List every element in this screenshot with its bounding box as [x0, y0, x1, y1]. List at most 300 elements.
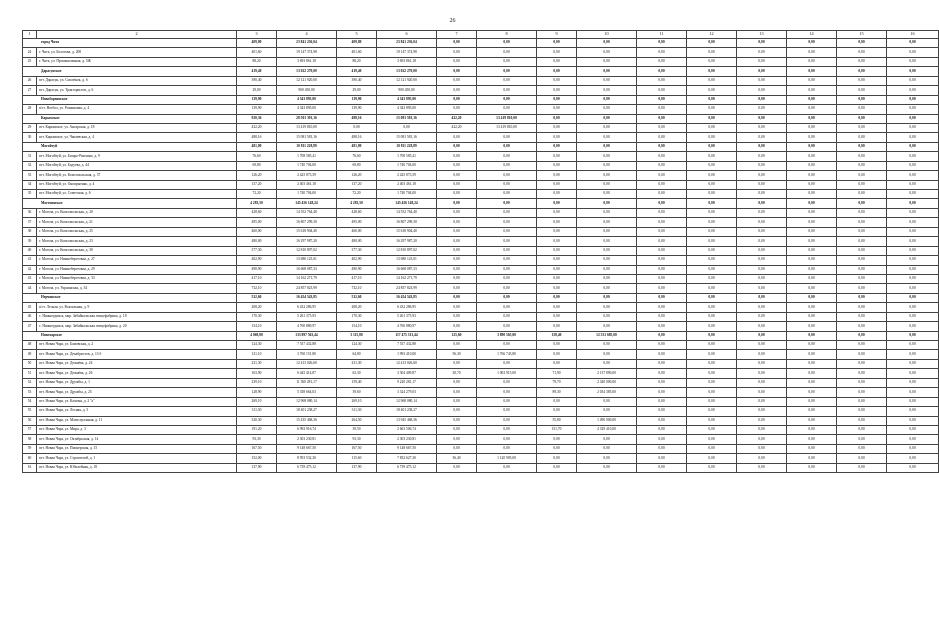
value-cell: 0,00 [687, 407, 737, 416]
value-cell: 419,40 [337, 67, 377, 76]
value-cell: 0,00 [737, 123, 787, 132]
value-cell: 0,00 [637, 133, 687, 142]
value-cell: 9 220 281,17 [377, 378, 437, 387]
table-row [23, 237, 939, 246]
value-cell: 0,00 [737, 76, 787, 85]
value-cell: 170,30 [337, 312, 377, 321]
table-row [23, 454, 939, 463]
value-cell: 0,00 [737, 293, 787, 302]
value-cell: 0,00 [437, 142, 477, 151]
value-cell: 0,00 [577, 171, 637, 180]
value-cell: 0,00 [687, 39, 737, 48]
value-cell: 24 857 823,99 [377, 284, 437, 293]
value-cell: 0,00 [787, 161, 837, 170]
value-cell: 16 454 543,85 [277, 293, 337, 302]
value-cell: 402,90 [237, 256, 277, 265]
address-cell: пгт. Новая Чара, ул. Пионерская, д. 15 [37, 444, 237, 453]
value-cell: 0,00 [837, 105, 887, 114]
value-cell: 0,00 [577, 180, 637, 189]
value-cell: 79,70 [537, 378, 577, 387]
value-cell: 13 680 123,01 [377, 256, 437, 265]
value-cell: 0,00 [437, 416, 477, 425]
value-cell: 0,00 [437, 39, 477, 48]
value-cell: 19 147 374,98 [377, 48, 437, 57]
value-cell: 13 022 270,00 [277, 67, 337, 76]
value-cell: 0,00 [477, 48, 537, 57]
value-cell: 0,00 [477, 57, 537, 66]
group-name: Карымское [23, 114, 237, 123]
value-cell: 0,00 [637, 274, 687, 283]
value-cell: 76,60 [337, 152, 377, 161]
value-cell: 0,00 [637, 435, 687, 444]
value-cell: 0,00 [637, 284, 687, 293]
column-number: 7 [437, 31, 477, 39]
value-cell: 0,00 [537, 218, 577, 227]
value-cell: 900 450,00 [277, 86, 337, 95]
table-row [23, 208, 939, 217]
value-cell: 311,30 [337, 407, 377, 416]
value-cell: 11 560 281,17 [277, 378, 337, 387]
table-row [23, 378, 939, 387]
value-cell: 0,00 [537, 454, 577, 463]
value-cell: 460,00 [337, 227, 377, 236]
column-number: 11 [637, 31, 687, 39]
value-cell: 0,00 [377, 123, 437, 132]
value-cell: 0,00 [437, 190, 477, 199]
value-cell: 0,00 [687, 341, 737, 350]
value-cell: 158,40 [537, 331, 577, 340]
value-cell: 0,00 [637, 208, 687, 217]
row-number: 50 [23, 359, 37, 368]
value-cell: 0,00 [477, 237, 537, 246]
value-cell: 126,20 [337, 171, 377, 180]
value-cell: 89,30 [537, 388, 577, 397]
value-cell: 137,20 [237, 180, 277, 189]
address-cell: п/ст. Ногбол, ул. Рошиновая, д. 4 [37, 105, 237, 114]
value-cell: 3 890 565,00 [477, 331, 537, 340]
table-row [23, 303, 939, 312]
value-cell: 0,00 [477, 322, 537, 331]
value-cell: 0,00 [837, 265, 887, 274]
value-cell: 2 303 230,81 [377, 435, 437, 444]
address-cell: г. Могоча, ул. Комсомольская, д. 30 [37, 246, 237, 255]
value-cell: 409,80 [237, 39, 277, 48]
table-row [23, 48, 939, 57]
value-cell: 231,30 [237, 359, 277, 368]
table-row [23, 425, 939, 434]
value-cell: 36,40 [437, 454, 477, 463]
value-cell: 0,00 [577, 208, 637, 217]
value-cell: 2 034 385,00 [577, 388, 637, 397]
table-row [23, 435, 939, 444]
value-cell: 0,00 [787, 57, 837, 66]
column-number: 14 [787, 31, 837, 39]
value-cell: 0,00 [577, 246, 637, 255]
value-cell: 13 419 810,00 [277, 123, 337, 132]
value-cell: 0,00 [477, 293, 537, 302]
value-cell: 10 811 228,89 [277, 142, 337, 151]
address-cell: пгт. Дарасун, ул. Трактористов, д. 6 [37, 86, 237, 95]
value-cell: 0,00 [577, 359, 637, 368]
value-cell: 0,00 [737, 114, 787, 123]
value-cell: 0,00 [887, 265, 939, 274]
value-cell: 139,90 [237, 105, 277, 114]
value-cell: 0,00 [477, 190, 537, 199]
value-cell: 0,00 [437, 246, 477, 255]
address-cell: пгт. Могойтуй, ул. Бадуева, д. 44 [37, 161, 237, 170]
value-cell: 0,00 [737, 180, 787, 189]
value-cell: 0,00 [837, 322, 887, 331]
value-cell: 377,30 [337, 246, 377, 255]
value-cell: 1 490 000,00 [577, 416, 637, 425]
value-cell: 0,00 [337, 123, 377, 132]
value-cell: 0,00 [477, 142, 537, 151]
value-cell: 0,00 [737, 190, 787, 199]
value-cell: 409,80 [337, 39, 377, 48]
value-cell: 0,00 [637, 57, 687, 66]
value-cell: 0,00 [787, 76, 837, 85]
table-row [23, 341, 939, 350]
value-cell: 0,00 [837, 190, 887, 199]
value-cell: 0,00 [837, 416, 887, 425]
value-cell: 88,20 [337, 57, 377, 66]
value-cell: 4 283,50 [337, 199, 377, 208]
value-cell: 0,00 [477, 152, 537, 161]
address-cell: г. Могоча, ул. Нижнебереговая, д. 27 [37, 256, 237, 265]
value-cell: 269,10 [337, 397, 377, 406]
value-cell: 532,60 [337, 293, 377, 302]
value-cell: 117 475 313,44 [377, 331, 437, 340]
value-cell: 0,00 [477, 161, 537, 170]
value-cell: 0,00 [577, 48, 637, 57]
value-cell: 6 739 475,12 [277, 463, 337, 472]
value-cell: 0,00 [637, 303, 687, 312]
value-cell: 0,00 [537, 142, 577, 151]
row-number: 60 [23, 454, 37, 463]
value-cell: 0,00 [687, 227, 737, 236]
value-cell: 422,20 [437, 114, 477, 123]
value-cell: 0,00 [537, 105, 577, 114]
value-cell: 0,00 [887, 105, 939, 114]
value-cell: 133 897 563,44 [277, 331, 337, 340]
value-cell: 1 993 410,00 [377, 350, 437, 359]
value-cell: 1 120 905,00 [477, 454, 537, 463]
value-cell: 0,00 [737, 199, 787, 208]
value-cell: 0,00 [537, 95, 577, 104]
address-cell: пгт. Могойтуй, ул. Советская, д. 6 [37, 190, 237, 199]
value-cell: 490,90 [337, 265, 377, 274]
value-cell: 0,00 [437, 463, 477, 472]
value-cell: 0,00 [787, 190, 837, 199]
value-cell: 0,00 [687, 171, 737, 180]
value-cell: 2 303 230,81 [277, 435, 337, 444]
value-cell: 0,00 [537, 199, 577, 208]
value-cell: 0,00 [537, 463, 577, 472]
table-row [23, 57, 939, 66]
value-cell: 0,00 [577, 218, 637, 227]
value-cell: 191,20 [237, 425, 277, 434]
value-cell: 0,00 [837, 237, 887, 246]
value-cell: 0,00 [887, 397, 939, 406]
value-cell: 0,00 [737, 369, 787, 378]
value-cell: 0,00 [737, 218, 787, 227]
value-cell: 0,00 [787, 350, 837, 359]
value-cell: 0,00 [437, 208, 477, 217]
row-number: 61 [23, 463, 37, 472]
value-cell: 0,00 [887, 463, 939, 472]
value-cell: 0,00 [887, 369, 939, 378]
value-cell: 0,00 [687, 161, 737, 170]
value-cell: 14 552 764,40 [377, 208, 437, 217]
value-cell: 0,00 [477, 133, 537, 142]
value-cell: 0,00 [837, 208, 887, 217]
value-cell: 0,00 [687, 57, 737, 66]
value-cell: 0,00 [687, 312, 737, 321]
value-cell: 0,00 [437, 237, 477, 246]
value-cell: 0,00 [737, 463, 787, 472]
column-number: 4 [277, 31, 337, 39]
row-number: 53 [23, 388, 37, 397]
value-cell: 0,00 [437, 322, 477, 331]
value-cell: 12 121 920,00 [377, 76, 437, 85]
value-cell: 0,00 [787, 463, 837, 472]
value-cell: 0,00 [437, 76, 477, 85]
value-cell: 269,10 [237, 397, 277, 406]
value-cell: 0,00 [477, 95, 537, 104]
value-cell: 0,00 [577, 322, 637, 331]
value-cell: 0,00 [637, 293, 687, 302]
value-cell: 0,00 [787, 274, 837, 283]
value-cell: 0,00 [537, 48, 577, 57]
value-cell: 29,00 [237, 86, 277, 95]
value-cell: 0,00 [577, 86, 637, 95]
value-cell: 9 148 667,50 [277, 444, 337, 453]
value-cell: 311,30 [237, 407, 277, 416]
value-cell: 0,00 [637, 142, 687, 151]
value-cell: 10 811 228,89 [377, 142, 437, 151]
value-cell: 12 968 080,14 [277, 397, 337, 406]
value-cell: 0,00 [787, 105, 837, 114]
row-number: 59 [23, 444, 37, 453]
value-cell: 3 693 861,18 [277, 57, 337, 66]
value-cell: 0,00 [787, 237, 837, 246]
value-cell: 0,00 [577, 67, 637, 76]
row-number: 38 [23, 227, 37, 236]
value-cell: 0,00 [837, 218, 887, 227]
column-number: 8 [477, 31, 537, 39]
value-cell: 6 432 286,95 [377, 303, 437, 312]
value-cell: 0,00 [687, 246, 737, 255]
value-cell: 0,00 [537, 67, 577, 76]
row-number: 27 [23, 86, 37, 95]
value-cell: 0,00 [837, 284, 887, 293]
value-cell: 0,00 [537, 237, 577, 246]
row-number: 41 [23, 256, 37, 265]
table-row [23, 322, 939, 331]
row-number: 36 [23, 208, 37, 217]
value-cell: 0,00 [477, 199, 537, 208]
value-cell: 0,00 [837, 57, 887, 66]
value-cell: 167,50 [337, 444, 377, 453]
row-number: 35 [23, 190, 37, 199]
value-cell: 12 531 685,00 [577, 331, 637, 340]
value-cell: 125,60 [437, 331, 477, 340]
value-cell: 0,00 [637, 152, 687, 161]
row-number: 55 [23, 407, 37, 416]
group-row [23, 95, 939, 104]
value-cell: 69,80 [237, 161, 277, 170]
table-row [23, 227, 939, 236]
table-row [23, 312, 939, 321]
value-cell: 1 740 704,00 [377, 161, 437, 170]
value-cell: 0,00 [737, 48, 787, 57]
value-cell: 0,00 [837, 341, 887, 350]
value-cell: 72,20 [237, 190, 277, 199]
value-cell: 0,00 [887, 161, 939, 170]
value-cell: 0,00 [837, 435, 887, 444]
value-cell: 6 432 286,95 [277, 303, 337, 312]
value-cell: 0,00 [887, 95, 939, 104]
value-cell: 13 945 468,36 [377, 416, 437, 425]
address-cell: пгт. Могойтуй, ул. Базаро-Ринчино, д. 9 [37, 152, 237, 161]
value-cell: 0,00 [477, 303, 537, 312]
address-cell: пгт. Могойтуй, ул. Комсомольская, д. 37 [37, 171, 237, 180]
row-number: 40 [23, 246, 37, 255]
row-number: 57 [23, 425, 37, 434]
value-cell: 0,00 [437, 359, 477, 368]
value-cell: 0,00 [637, 350, 687, 359]
value-cell: 23 841 236,04 [277, 39, 337, 48]
value-cell: 7 537 432,88 [377, 341, 437, 350]
row-number: 34 [23, 180, 37, 189]
value-cell: 0,00 [787, 152, 837, 161]
value-cell: 0,00 [687, 123, 737, 132]
value-cell: 264,50 [337, 416, 377, 425]
value-cell: 15 618 904,40 [377, 227, 437, 236]
value-cell: 0,00 [887, 180, 939, 189]
table-row [23, 76, 939, 85]
value-cell: 0,00 [537, 114, 577, 123]
row-number: 39 [23, 237, 37, 246]
group-row [23, 67, 939, 76]
value-cell: 139,90 [237, 95, 277, 104]
address-cell: г. Могоча, ул. Нижнебереговая, д. 29 [37, 265, 237, 274]
value-cell: 0,00 [737, 39, 787, 48]
value-cell: 0,00 [637, 190, 687, 199]
row-number: 54 [23, 397, 37, 406]
value-cell: 15 081 581,16 [377, 114, 437, 123]
value-cell: 0,00 [637, 227, 687, 236]
value-cell: 4 329 410,00 [577, 425, 637, 434]
value-cell: 0,00 [437, 227, 477, 236]
value-cell: 402,90 [337, 256, 377, 265]
value-cell: 0,00 [787, 39, 837, 48]
value-cell: 0,00 [537, 208, 577, 217]
address-cell: пгт. Новая Чара, ул. Дружбы, д. 1 [37, 378, 237, 387]
value-cell: 16 297 987,20 [277, 237, 337, 246]
value-cell: 428,60 [237, 208, 277, 217]
value-cell: 64,80 [337, 350, 377, 359]
value-cell: 0,00 [437, 312, 477, 321]
value-cell: 0,00 [737, 246, 787, 255]
value-cell: 0,00 [687, 95, 737, 104]
value-cell: 0,00 [737, 312, 787, 321]
value-cell: 0,00 [687, 152, 737, 161]
value-cell: 2 137 890,00 [577, 369, 637, 378]
value-cell: 0,00 [837, 274, 887, 283]
value-cell: 0,00 [687, 48, 737, 57]
value-cell: 16 454 543,85 [377, 293, 437, 302]
value-cell: 152,00 [237, 454, 277, 463]
value-cell: 163,90 [237, 369, 277, 378]
value-cell: 0,00 [787, 293, 837, 302]
value-cell: 390,40 [337, 76, 377, 85]
value-cell: 0,00 [837, 142, 887, 151]
value-cell: 0,00 [437, 256, 477, 265]
value-cell: 0,00 [887, 237, 939, 246]
value-cell: 13 419 810,00 [477, 123, 537, 132]
value-cell: 0,00 [437, 199, 477, 208]
value-cell: 39,60 [337, 388, 377, 397]
row-number: 48 [23, 341, 37, 350]
value-cell: 4 343 895,00 [277, 105, 337, 114]
table-row [23, 416, 939, 425]
value-cell: 0,00 [537, 152, 577, 161]
value-cell: 2 403 461,18 [377, 180, 437, 189]
value-cell: 0,00 [477, 218, 537, 227]
value-cell: 0,00 [537, 435, 577, 444]
value-cell: 0,00 [787, 95, 837, 104]
value-cell: 0,00 [577, 293, 637, 302]
value-cell: 0,00 [437, 95, 477, 104]
value-cell: 390,40 [237, 76, 277, 85]
value-cell: 0,00 [887, 378, 939, 387]
group-row [23, 142, 939, 151]
row-number: 51 [23, 369, 37, 378]
value-cell: 6 739 475,12 [377, 463, 437, 472]
address-cell: г. Чита, ул. Промышленная, д. 5Ж [37, 57, 237, 66]
value-cell: 0,00 [737, 227, 787, 236]
value-cell: 0,00 [637, 331, 687, 340]
value-cell: 3 304 409,87 [377, 369, 437, 378]
value-cell: 0,00 [477, 265, 537, 274]
table-row [23, 274, 939, 283]
row-number: 26 [23, 76, 37, 85]
row-number: 24 [23, 48, 37, 57]
value-cell: 0,00 [837, 350, 887, 359]
value-cell: 4 283,50 [237, 199, 277, 208]
value-cell: 0,00 [887, 133, 939, 142]
value-cell: 0,00 [577, 397, 637, 406]
value-cell: 0,00 [887, 190, 939, 199]
value-cell: 0,00 [837, 86, 887, 95]
row-number: 33 [23, 171, 37, 180]
value-cell: 0,00 [887, 57, 939, 66]
row-number: 31 [23, 152, 37, 161]
value-cell: 0,00 [837, 39, 887, 48]
value-cell: 0,00 [437, 378, 477, 387]
address-cell: пгт. Новая Чара, ул. Бамовская, д. 2 [37, 341, 237, 350]
value-cell: 0,00 [477, 388, 537, 397]
value-cell: 0,00 [837, 123, 887, 132]
value-cell: 0,00 [637, 388, 687, 397]
value-cell: 0,00 [637, 105, 687, 114]
group-name: Могойтуй [23, 142, 237, 151]
value-cell: 0,00 [687, 369, 737, 378]
value-cell: 0,00 [887, 435, 939, 444]
value-cell: 1 766 743,80 [477, 350, 537, 359]
value-cell: 0,00 [837, 171, 887, 180]
